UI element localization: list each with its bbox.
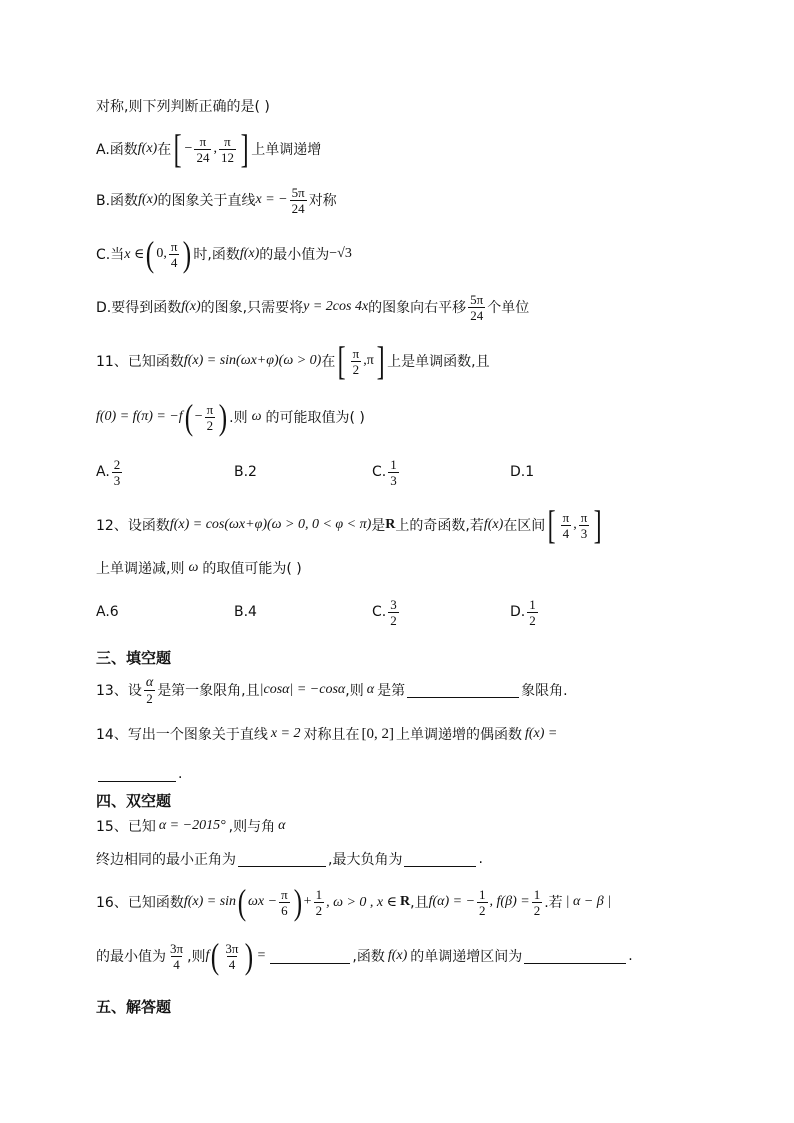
section-4-title: 四、双空题 (96, 791, 172, 810)
q16-inner: ωx − (248, 894, 278, 909)
q12-option-c (372, 592, 401, 632)
q11-minus: − (194, 409, 203, 424)
q16-frac5: $\frac{3\pi}{4}$ (170, 940, 184, 972)
q10a-fx: f(x) (137, 141, 158, 156)
q11a-frac: $\frac{2}{3}$ (113, 456, 121, 488)
q10b-fx: f(x) (138, 192, 158, 207)
q16-open-paren: ( (237, 882, 247, 922)
q16-close-paren-2: ) (244, 936, 253, 976)
q13-answer-blank[interactable] (407, 683, 519, 698)
q12-close-bracket: ] (593, 502, 602, 547)
q10-option-a (96, 128, 321, 170)
q10d-mid: 的图象,只需要将 (200, 300, 304, 316)
q10-tail (96, 86, 270, 126)
q12-mid3: 在区间 (503, 518, 546, 534)
q12-open-bracket: [ (547, 502, 556, 547)
q16-open-paren-2: ( (211, 936, 220, 976)
q10b-mid: 的图象关于直线 (157, 193, 256, 209)
q10-option-b (96, 180, 337, 220)
q16-mid3: 的单调递增区间为 (410, 949, 523, 965)
q10c-fx: f(x) (239, 246, 260, 261)
q14-number: 14、写出一个图象关于直线 (96, 727, 268, 743)
q10b-suffix: 对称 (308, 193, 337, 209)
q16-end: . (628, 948, 633, 964)
q16-close-paren: ) (293, 882, 302, 922)
q11-close-bracket: ] (376, 338, 385, 383)
q15-mid: ,则与角 (228, 819, 276, 835)
q11-line2-tail: 的可能取值为( ) (265, 410, 365, 426)
q15-positive-blank[interactable] (238, 852, 326, 867)
q16-ruo: .若 (544, 895, 563, 911)
q12c-label: C. (372, 604, 387, 620)
q13-alpha: α (366, 682, 375, 697)
q10a-open-bracket: [ (173, 126, 182, 171)
q12-line2 (96, 548, 302, 588)
q16-frac2: $\frac{1}{2}$ (315, 886, 323, 918)
q16-plus: + (303, 894, 312, 909)
q12a-label: A.6 (96, 604, 119, 620)
q16-then: ,则 (187, 949, 206, 965)
q12-omega: ω (188, 560, 199, 575)
q16-frac4: $\frac{1}{2}$ (533, 886, 541, 918)
q14-answer-blank[interactable] (98, 767, 176, 782)
q10a-prefix: A.函数 (96, 142, 138, 158)
q10a-frac1: $\frac{\pi}{24}$ (196, 133, 210, 165)
q11d-label: D.1 (510, 464, 535, 480)
q11-number: 11、已知函数 (96, 354, 184, 370)
q10b-x: x = − (255, 192, 288, 207)
q15-expr: α = −2015° (158, 818, 226, 833)
q13-mid: 是第一象限角,且 (157, 683, 260, 699)
section-3-title: 三、填空题 (96, 648, 172, 667)
q15-alpha: α (278, 818, 286, 833)
q12-R: R (385, 517, 396, 532)
q16-cond: , ω > 0 , x ∈ (326, 894, 397, 910)
q15-number: 15、已知 (96, 819, 156, 835)
q16-line1 (96, 880, 611, 924)
q16-mid: ,且 (410, 895, 429, 911)
q15-line2 (96, 839, 483, 879)
q10d-fx: f(x) (181, 299, 201, 314)
q12-frac2: $\frac{\pi}{3}$ (580, 509, 588, 541)
q10a-in: 在 (157, 142, 172, 158)
q10a-comma: , (213, 141, 217, 156)
q10d-mid2: 的图象向右平移 (368, 300, 467, 316)
q10-tail-text: 对称,则下列判断正确的是( ) (96, 99, 270, 115)
q10c-close-paren: ) (183, 234, 192, 274)
q11-option-b (234, 452, 257, 492)
q12-line2-tail: 的取值可能为( ) (202, 561, 302, 577)
q15-line2-mid: ,最大负角为 (328, 852, 403, 868)
q11-line2-frac: $\frac{\pi}{2}$ (206, 401, 214, 433)
q15-negative-blank[interactable] (404, 852, 476, 867)
q12d-label: D. (510, 604, 526, 620)
q11-in: 在 (321, 354, 336, 370)
q10b-frac: $\frac{5\pi}{24}$ (291, 184, 305, 216)
q16-eq: = (257, 948, 266, 963)
q10d-frac: $\frac{5\pi}{24}$ (470, 291, 484, 323)
q10c-mid: 时,函数 (193, 247, 240, 263)
q11-open-bracket: [ (337, 338, 346, 383)
q15-end: . (478, 851, 483, 867)
q13-line (96, 670, 568, 710)
q11a-label: A. (96, 464, 110, 480)
q14-end: . (178, 766, 183, 782)
q11-option-a (96, 452, 124, 492)
q12-line2-text: 上单调递减,则 (96, 561, 185, 577)
q16-frac3: $\frac{1}{2}$ (479, 886, 486, 918)
q11-expr: f(x) = sin(ωx+φ)(ω > 0) (183, 353, 322, 368)
q12-mid2: 上的奇函数,若 (395, 518, 484, 534)
q14-interval: [0, 2] (361, 725, 394, 742)
q16-abs: | α − β | (565, 894, 612, 909)
q10d-suffix: 个单位 (487, 300, 530, 316)
q10c-x: x ∈ (124, 246, 145, 262)
q12-fx: f(x) (483, 517, 504, 532)
q12-expr: f(x) = cos(ωx+φ)(ω > 0, 0 < φ < π) (169, 517, 372, 532)
q10-option-d (96, 287, 529, 327)
q13-mid3: 是第 (377, 683, 406, 699)
q11b-label: B.2 (234, 464, 257, 480)
q16-frac6: $\frac{3\pi}{4}$ (225, 940, 239, 972)
q12-number: 12、设函数 (96, 518, 170, 534)
q14-mid: 对称且在 (303, 727, 360, 743)
q16-fb: , f(β) = (489, 894, 530, 909)
q16-line2-text: 的最小值为 (96, 949, 166, 965)
q11-frac: $\frac{\pi}{2}$ (352, 345, 360, 377)
q10-option-c (96, 234, 352, 274)
q10d-expr: y = 2cos 4x (303, 299, 369, 314)
q12-comma: , (573, 517, 577, 532)
q10c-value: −√3 (329, 246, 352, 261)
q11-line2 (96, 396, 365, 438)
q14-x: x = 2 (270, 726, 301, 741)
q16-expr: f(x) = sin (183, 894, 237, 909)
q13-mid2: ,则 (345, 683, 364, 699)
q16-fa: f(α) = − (428, 894, 476, 909)
q16-f: f (205, 948, 210, 963)
q10b-prefix: B.函数 (96, 193, 139, 209)
q10c-mid2: 的最小值为 (259, 247, 330, 263)
q11-option-d (510, 452, 534, 492)
q11-line2-suffix: .则 (229, 410, 248, 426)
q12-frac1: $\frac{\pi}{4}$ (562, 509, 570, 541)
q16-frac1: $\frac{\pi}{6}$ (281, 886, 288, 918)
q10a-minus: − (184, 141, 193, 156)
q10a-frac2: $\frac{\pi}{12}$ (220, 133, 234, 165)
q12-line1 (96, 503, 605, 547)
q11c-frac: $\frac{1}{3}$ (390, 456, 397, 488)
q16-R: R (400, 894, 411, 909)
q14-mid2: 上单调递增的偶函数 (396, 727, 522, 743)
q12-option-d (510, 592, 540, 632)
q11-open-paren: ( (184, 397, 193, 437)
q16-line2 (96, 934, 633, 978)
q12-option-a (96, 592, 119, 632)
q12c-frac: $\frac{3}{2}$ (390, 596, 397, 628)
q12b-label: B.4 (234, 604, 257, 620)
q14-line1 (96, 714, 557, 754)
q13-suffix: 象限角. (521, 683, 568, 699)
q11-omega: ω (251, 409, 262, 424)
q12d-frac: $\frac{1}{2}$ (529, 596, 536, 628)
q11-close-paren: ) (218, 397, 228, 437)
q12-option-b (234, 592, 257, 632)
q12-mid: 是 (371, 518, 386, 534)
q10c-open-paren: ( (146, 234, 155, 274)
q10d-prefix: D.要得到函数 (96, 300, 182, 316)
q15-line2-text: 终边相同的最小正角为 (96, 852, 236, 868)
q10a-close-bracket: ] (240, 126, 249, 171)
q14-fx: f(x) = (525, 726, 558, 741)
q16-value-blank[interactable] (270, 949, 350, 964)
q10c-prefix: C.当 (96, 247, 125, 263)
q13-expr: |cosα| = −cosα (259, 682, 346, 697)
q11-suffix: 上是单调函数,且 (387, 354, 490, 370)
q13-frac: $\frac{\alpha}{2}$ (145, 674, 154, 706)
q13-number: 13、设 (96, 683, 142, 699)
q11-option-c (372, 452, 401, 492)
q11-end: ,π (363, 353, 374, 368)
q11c-label: C. (372, 464, 387, 480)
q16-number: 16、已知函数 (96, 895, 184, 911)
section-5-title: 五、解答题 (96, 997, 172, 1016)
q10c-zero: 0, (156, 246, 167, 261)
q16-mid2: ,函数 (352, 949, 385, 965)
q16-fx: f(x) (387, 948, 408, 963)
section-5-heading (96, 988, 171, 1024)
q11-line1 (96, 340, 490, 382)
q10a-suffix: 上单调递增 (251, 142, 322, 158)
q11-line2-expr: f(0) = f(π) = −f (96, 409, 183, 424)
q10c-frac: $\frac{\pi}{4}$ (170, 238, 178, 270)
q16-interval-blank[interactable] (524, 949, 626, 964)
